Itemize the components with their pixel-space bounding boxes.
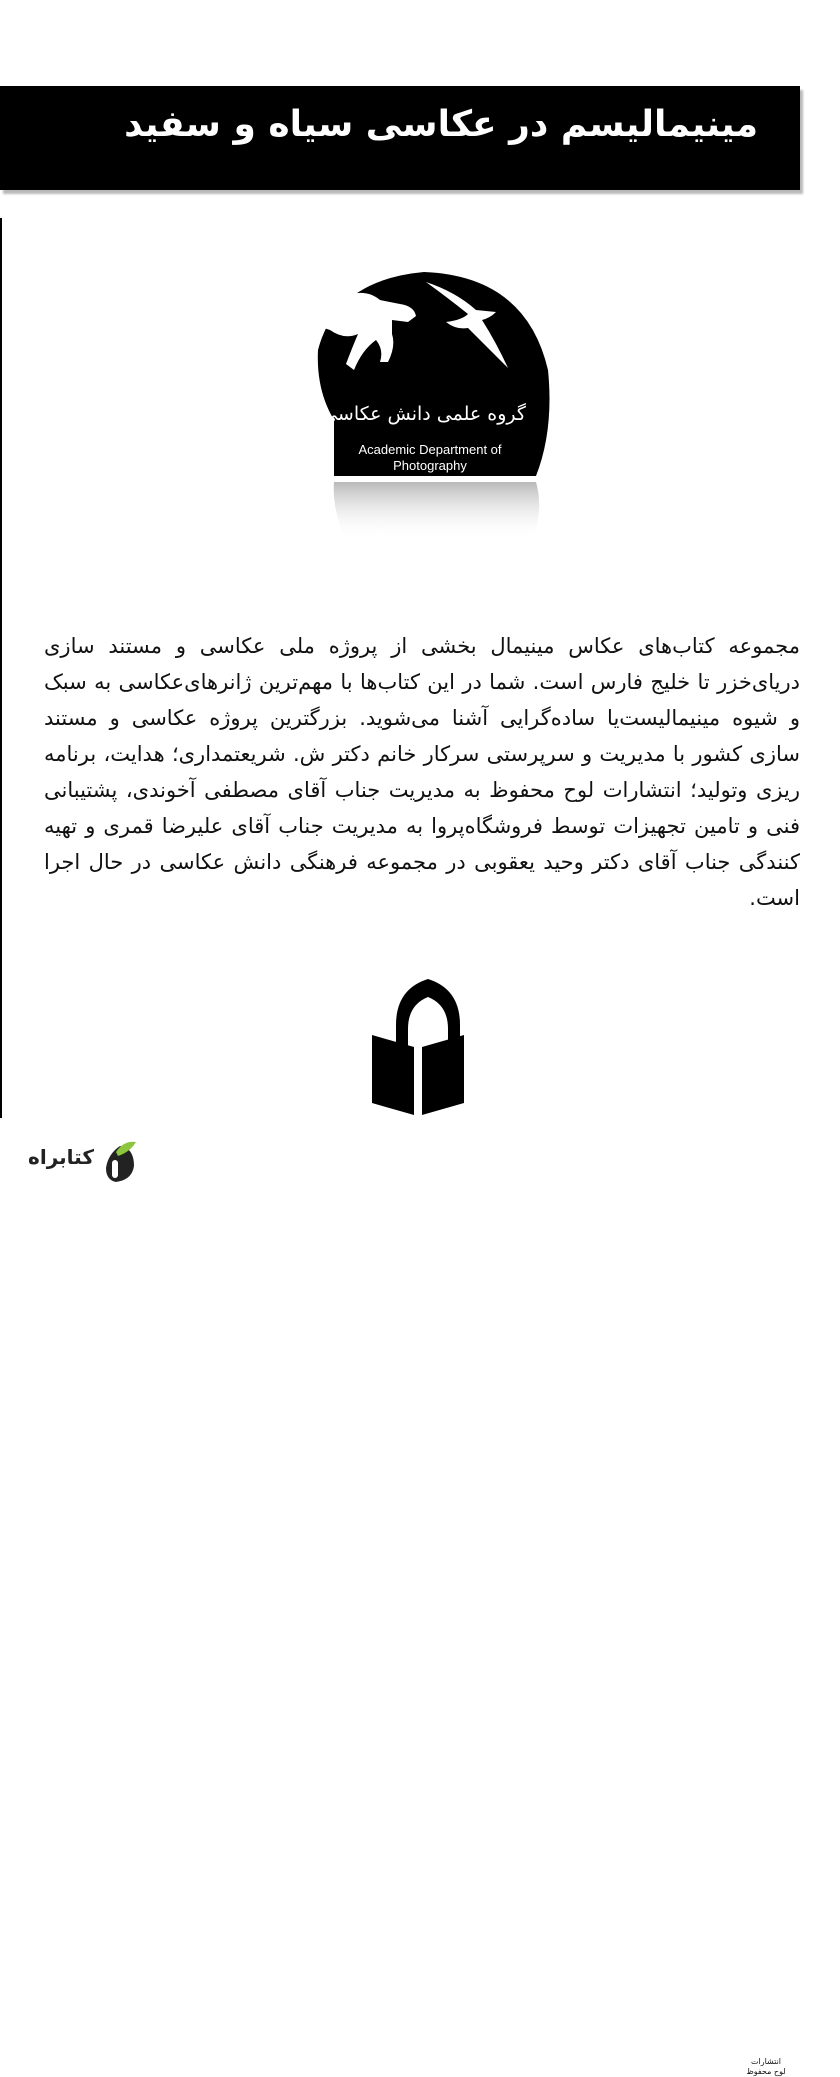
left-margin-rule xyxy=(0,218,2,1118)
brand-watermark xyxy=(18,1140,138,1184)
publisher-emblem-icon xyxy=(368,975,468,1125)
department-logo xyxy=(296,270,552,550)
department-name-en-line2: Photography xyxy=(393,458,467,473)
brand-name: کتابراه xyxy=(28,1145,94,1169)
department-name-fa: گروه علمی دانش عکاسی xyxy=(322,403,526,425)
title-banner xyxy=(0,86,800,190)
publisher-label-line2: لوح محفوظ xyxy=(746,2067,786,2076)
publisher-logo xyxy=(368,975,786,2076)
publisher-label-line1: انتشارات xyxy=(750,2057,782,2066)
publisher-name xyxy=(736,2057,796,2077)
brand-leaf-icon xyxy=(102,1140,138,1184)
department-name-en xyxy=(326,442,534,474)
page-title: مینیمالیسم در عکاسی سیاه و سفید xyxy=(124,104,758,145)
department-name-en-line1: Academic Department of xyxy=(358,442,502,457)
description-paragraph: مجموعه کتاب‌های عکاس مینیمال بخشی از پروژه ملی عکاسی و مستند سازی دریای‌خزر تا خلیج فارس است. شما در این کتاب‌ها با مهم‌ترین ژانرهای‌عکاسی به سبک و شیوه مینیمالیست‌یا ساده‌گرایی آشنا می‌شوید. بزرگترین پروژه عکاسی و مستند سازی کشور با مدیریت و سرپرستی سرکار خانم دکتر ش. شریعتمداری؛ هدایت، برنامه ریزی وتولید؛ انتشارات لوح محفوظ به مدیریت جناب آقای مصطفی آخوندی، پشتیبانی فنی و تامین تجهیزات توسط فروشگاه‌پروا به مدیریت جناب آقای علیرضا قمری و تهیه کنندگی جناب آقای دکتر وحید یعقوبی در مجموعه فرهنگی دانش عکاسی در حال اجرا است. xyxy=(44,634,800,910)
